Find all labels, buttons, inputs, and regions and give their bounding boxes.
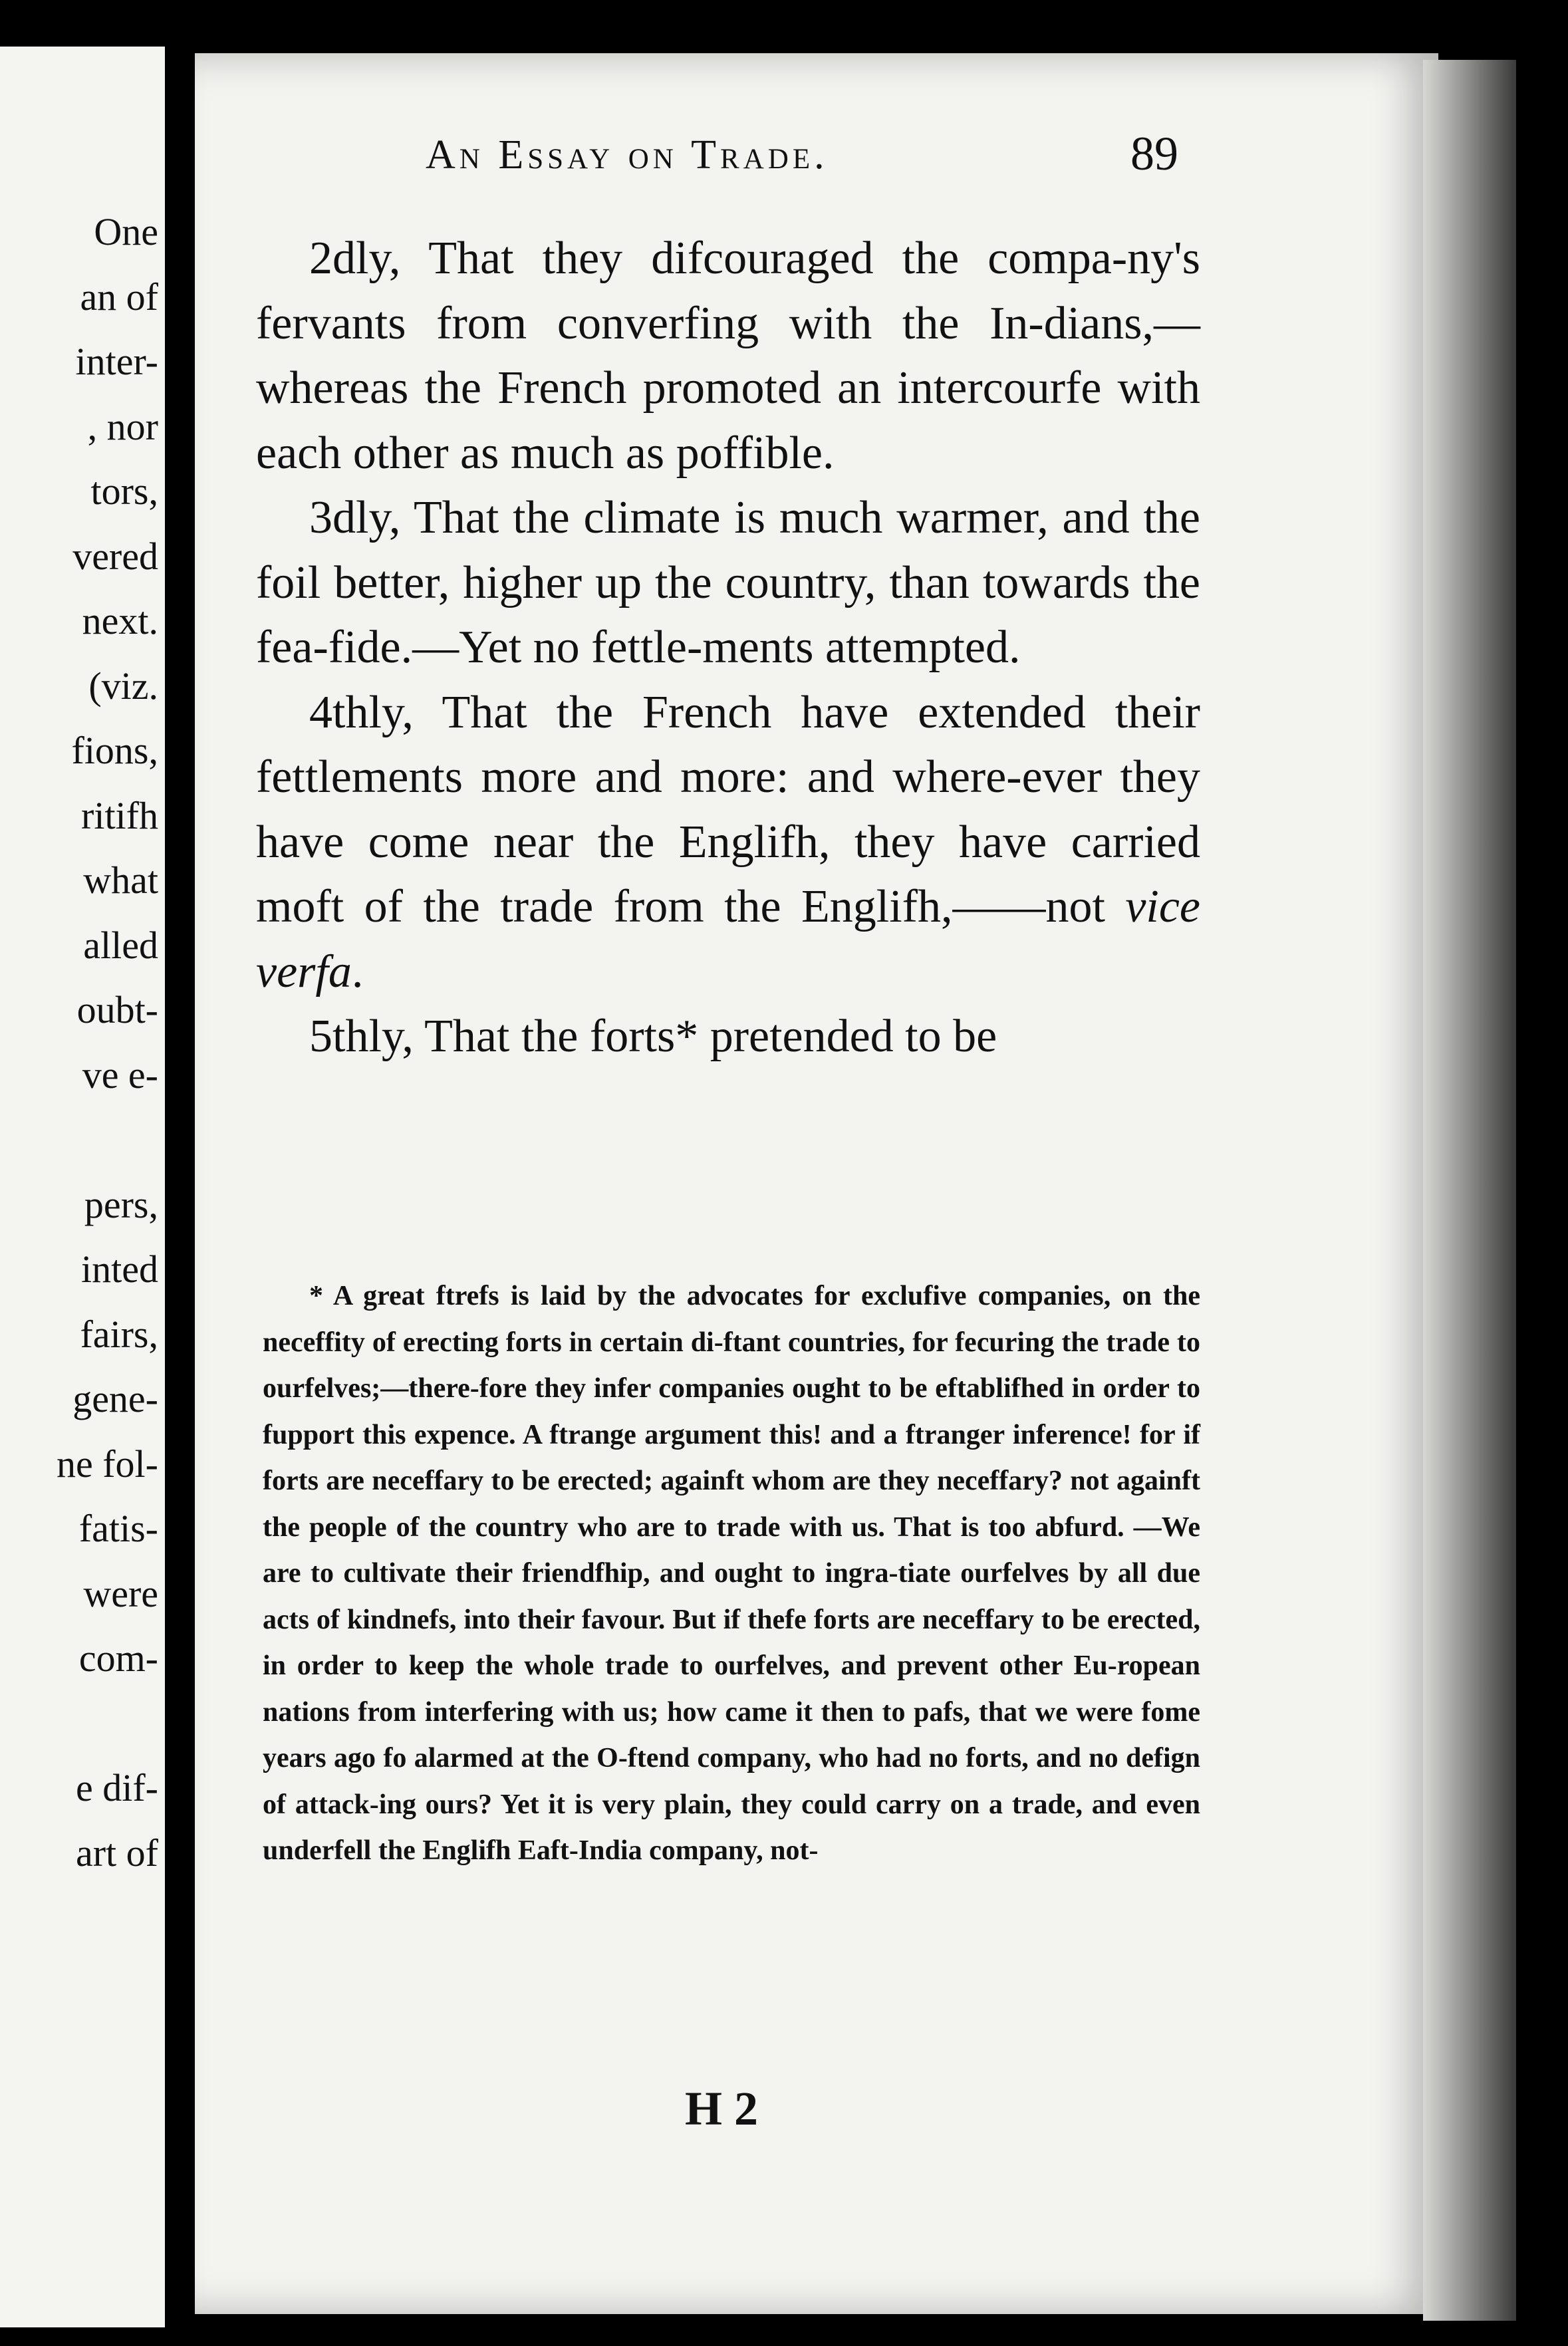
body-text [256, 226, 1200, 1069]
left-page-fragment: next. [82, 599, 158, 642]
left-page-fragment: art of [76, 1831, 158, 1875]
left-page-fragment: oubt- [76, 988, 158, 1031]
left-page-fragment: ne fol- [57, 1442, 158, 1486]
left-page-fragment: gene- [72, 1377, 158, 1420]
paragraph-4thly: 4thly, That the French have extended their fettlements more and more: and where-ever they have come near the Englifh, they have carried moft of the trade from the Englifh,——not vice verfa. [256, 686, 1200, 997]
left-page-fragment: One [94, 210, 158, 253]
left-page-fragment: ritifh [81, 793, 158, 837]
page-number: 89 [1130, 127, 1178, 180]
left-page-fragment: fairs, [80, 1312, 158, 1356]
signature-mark: H 2 [685, 2082, 759, 2135]
page-edge-shadow [1423, 60, 1516, 2321]
paragraph-5thly: 5thly, That the forts* pretended to be [309, 1011, 997, 1062]
book-gutter [165, 0, 195, 2346]
running-head: An Essay on Trade. [426, 132, 829, 178]
left-page-fragment: com- [78, 1636, 158, 1680]
left-page-fragment: inted [81, 1247, 158, 1291]
left-page-fragment: alled [83, 923, 158, 967]
left-page-fragment: fatis- [78, 1507, 158, 1550]
left-page-fragment: vered [72, 534, 158, 578]
left-page-fragment: pers, [84, 1182, 158, 1226]
left-page-fragment: were [83, 1571, 158, 1615]
left-page-fragment: (viz. [88, 664, 158, 708]
left-page-fragment: an of [80, 275, 158, 319]
left-page-fragment: tors, [90, 469, 158, 513]
paragraph-3dly: 3dly, That the climate is much warmer, and the foil better, higher up the country, than towards the fea-fide.—Yet no fettle-ments attempted. [256, 492, 1200, 673]
left-page-fragment: e dif- [76, 1766, 158, 1809]
left-page-fragment: what [83, 858, 158, 902]
left-page-fragment: , nor [87, 404, 158, 448]
left-facing-page [0, 47, 165, 2327]
left-page-fragment: inter- [75, 340, 158, 383]
paragraph-2dly: 2dly, That they difcouraged the compa-ny's fervants from converfing with the In-dians,—whereas the French promoted an intercourfe with each other as much as poffible. [256, 233, 1200, 479]
left-page-fragment: ve e- [82, 1053, 158, 1097]
left-page-fragment: fions, [71, 729, 158, 772]
footnote: * A great ftrefs is laid by the advocates for exclufive companies, on the neceffity of erecting forts in certain di-ftant countries, for fecuring the trade to ourfelves;—there-fore they infer companies ought to be eftablifhed in order to fupport this expence. A ftrange argument this! and a ftranger inference! for if forts are neceffary to be erected; againft whom are they neceffary? not againft the people of the country who are to trade with us. That is too abfurd. —We are to cultivate their friendfhip, and ought to ingra-tiate ourfelves by all due acts of kindnefs, into their favour. But if thefe forts are neceffary to be erected, in order to keep the whole trade to ourfelves, and prevent other Eu-ropean nations from interfering with us; how came it then to pafs, that we were fome years ago fo alarmed at the O-ftend company, who had no forts, and no defign of attack-ing ours? Yet it is very plain, they could carry on a trade, and even underfell the Englifh Eaft-India company, not- [263, 1281, 1200, 1866]
